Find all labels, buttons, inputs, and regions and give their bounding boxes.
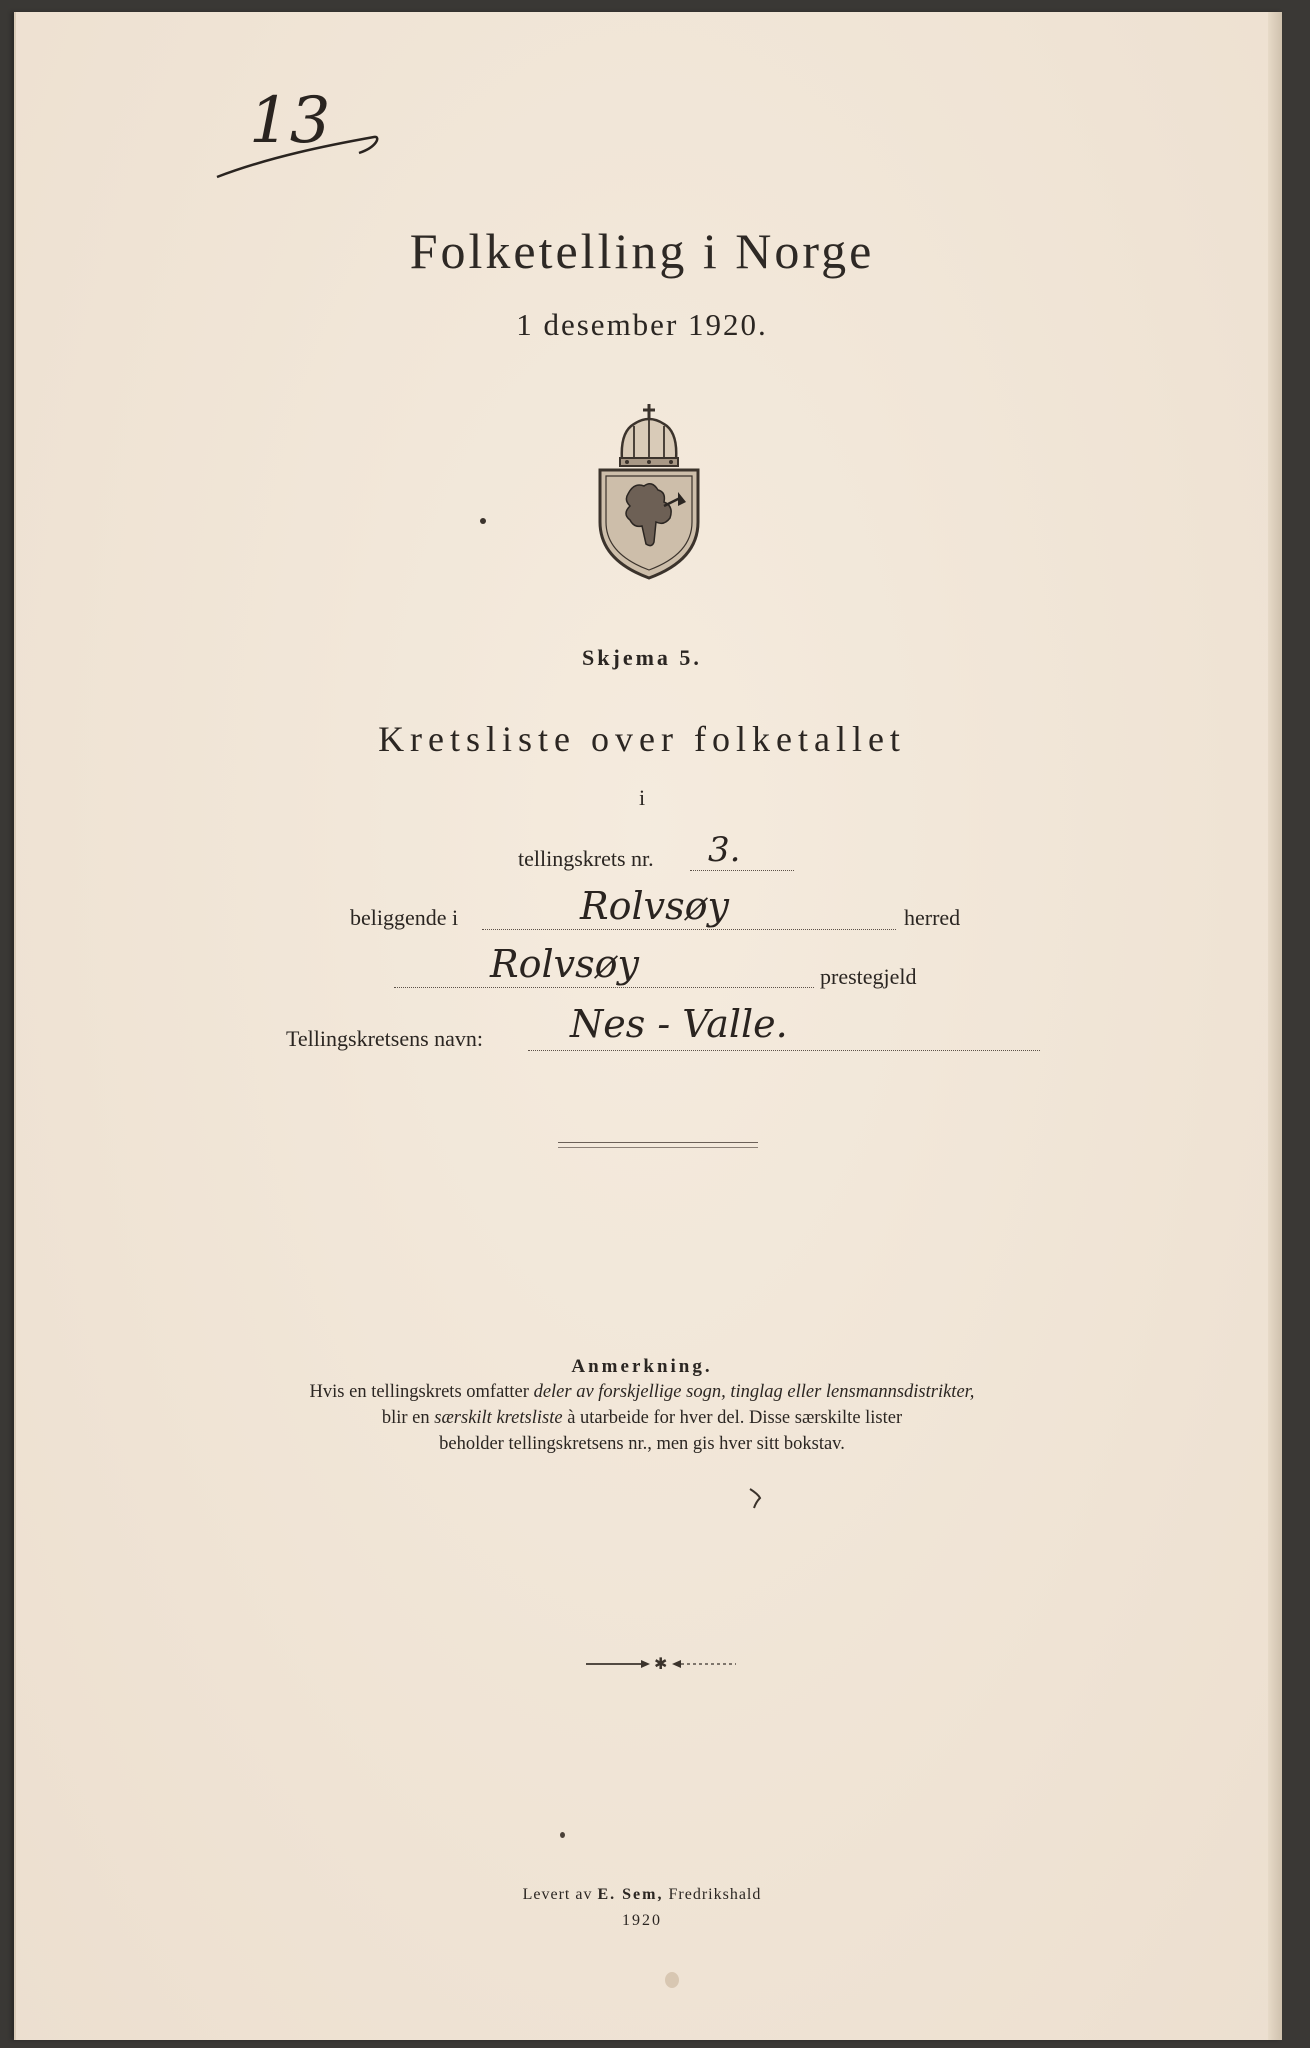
form-subtitle: Kretsliste over folketallet (378, 719, 906, 759)
decorative-ornament-icon (586, 1654, 736, 1674)
schema-number: Skjema 5. (582, 645, 702, 670)
handwritten-corner-annotation (209, 57, 389, 197)
note-line-3: beholder tellingskretsens nr., men gis hver sitt bokstav. (439, 1434, 845, 1454)
paper-stain (665, 1972, 679, 1988)
page-edge (1268, 12, 1282, 2040)
norwegian-coat-of-arms-icon (594, 402, 704, 582)
beliggende-dotline (482, 929, 896, 930)
ink-speck (560, 1832, 565, 1838)
tellingskrets-value[interactable]: 3. (708, 830, 741, 870)
note-line-2: blir en særskilt kretsliste à utarbeide for hver del. Disse særskilte lister (381, 1408, 903, 1428)
beliggende-value[interactable]: Rolvsøy (580, 884, 729, 928)
note-line-1: Hvis en tellingskrets omfatter deler av forskjellige sogn, tinglag eller lensmannsdistrikter, (309, 1382, 975, 1402)
census-form-page (14, 12, 1282, 2040)
ink-mark (746, 1486, 766, 1510)
printer-year: 1920 (622, 1912, 662, 1929)
prestegjeld-label: prestegjeld (820, 964, 917, 989)
tellingskrets-label: tellingskrets nr. (518, 846, 654, 871)
beliggende-label: beliggende i (350, 905, 459, 930)
divider-rule (558, 1142, 758, 1143)
note-heading: Anmerkning. (571, 1356, 713, 1377)
census-date: 1 desember 1920. (516, 307, 768, 342)
kretsnavn-value[interactable]: Nes - Valle. (570, 1002, 788, 1046)
tellingskrets-dotline (690, 870, 794, 871)
kretsnavn-label: Tellingskretsens navn: (286, 1026, 484, 1051)
printer-credit: Levert av E. Sem, Fredrikshald (522, 1886, 762, 1903)
divider-rule-secondary (558, 1147, 758, 1148)
svg-text:✱: ✱ (654, 1654, 668, 1673)
prestegjeld-value[interactable]: Rolvsøy (490, 942, 639, 986)
kretsnavn-dotline (528, 1050, 1040, 1051)
page-title: Folketelling i Norge (409, 223, 875, 279)
herred-label: herred (904, 905, 961, 930)
prestegjeld-dotline (394, 987, 814, 988)
preposition-i: i (638, 785, 646, 810)
ink-dot (480, 518, 486, 524)
svg-text:13: 13 (249, 84, 331, 158)
